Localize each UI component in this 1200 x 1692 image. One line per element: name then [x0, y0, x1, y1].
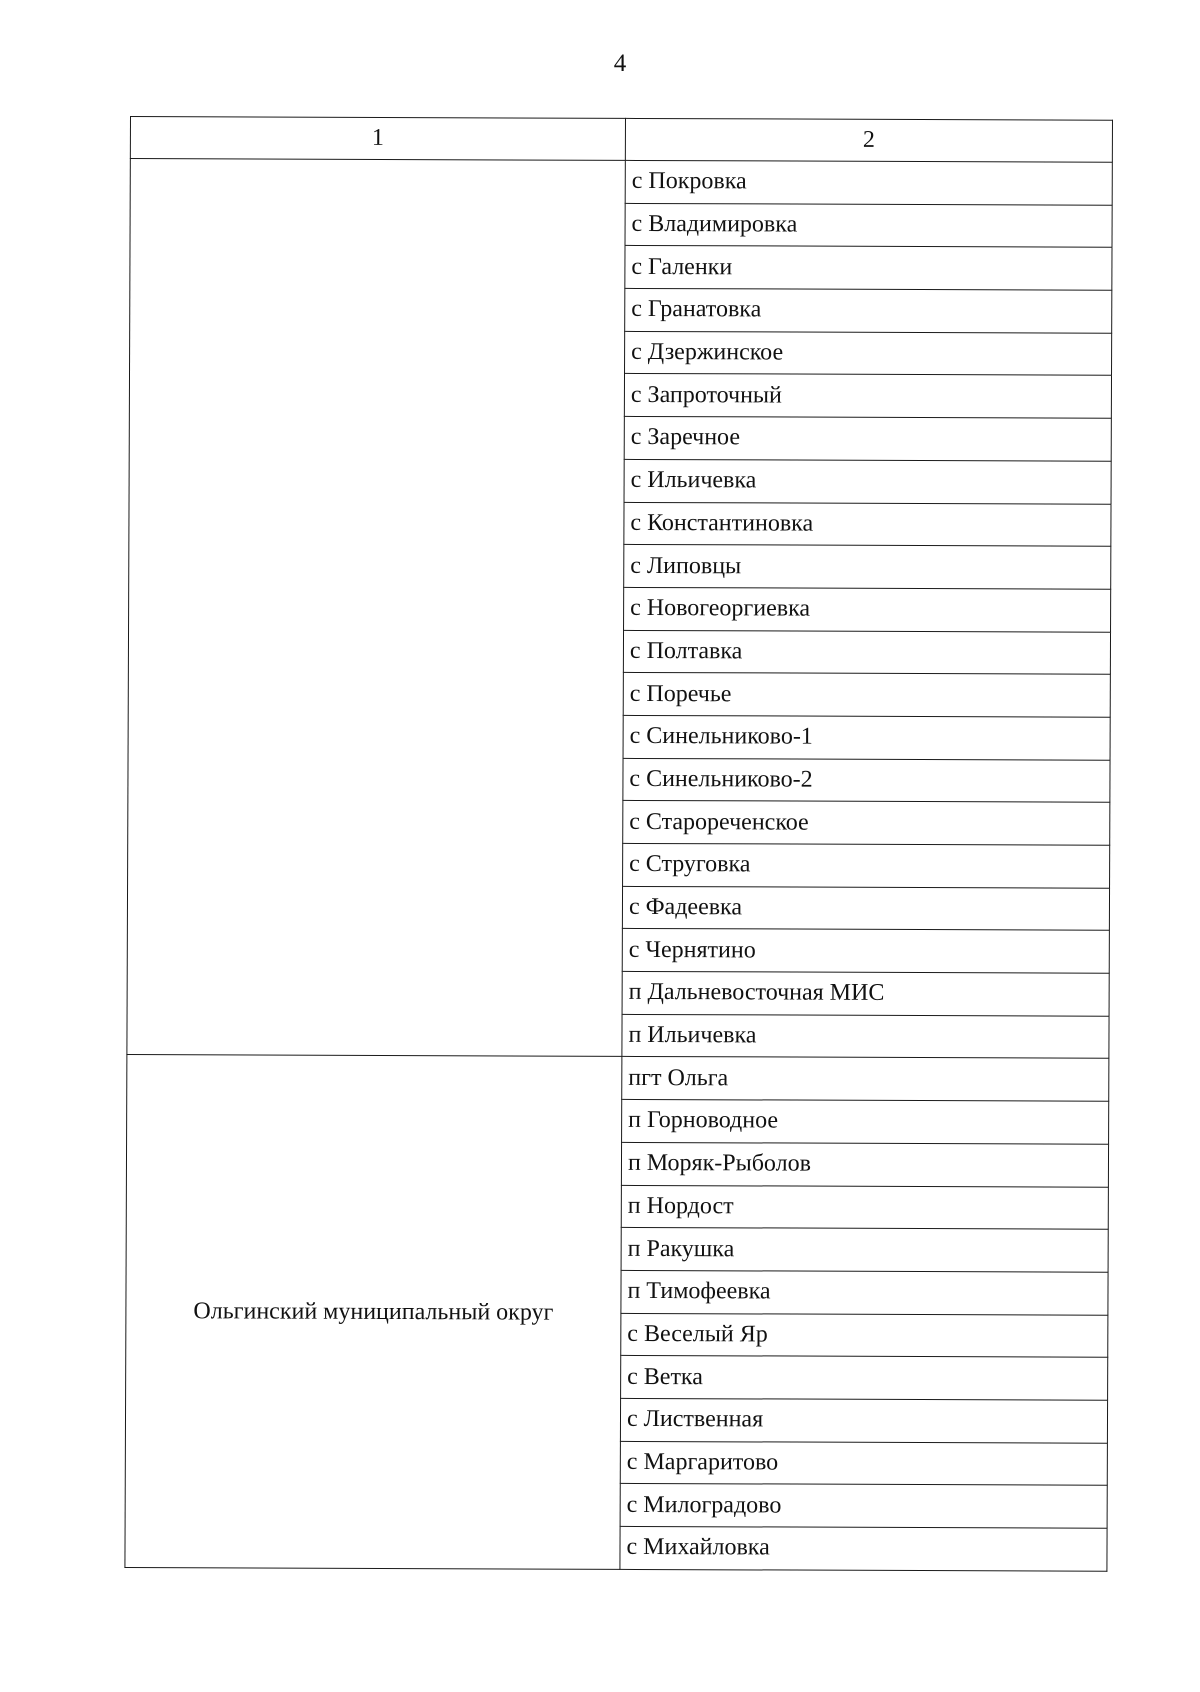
settlement-cell: с Ильичевка: [624, 459, 1111, 504]
settlement-cell: с Чернятино: [622, 929, 1109, 974]
settlement-cell: пгт Ольга: [622, 1057, 1109, 1102]
settlement-cell: с Владимировка: [625, 203, 1112, 248]
settlement-cell: п Горноводное: [622, 1100, 1109, 1145]
settlement-cell: с Милоградово: [620, 1484, 1107, 1529]
settlement-cell: п Дальневосточная МИС: [622, 971, 1109, 1016]
settlement-cell: с Полтавка: [623, 630, 1110, 675]
settlement-cell: п Ильичевка: [622, 1014, 1109, 1059]
settlements-table: [124, 116, 1113, 1571]
district-cell: [127, 159, 625, 1057]
settlement-cell: с Дзержинское: [625, 331, 1112, 376]
settlement-cell: п Моряк-Рыболов: [621, 1142, 1108, 1187]
settlement-cell: с Синельниково-2: [623, 758, 1110, 803]
settlement-cell: п Нордост: [621, 1185, 1108, 1230]
settlement-cell: с Михайловка: [620, 1526, 1107, 1571]
settlement-cell: с Гранатовка: [625, 288, 1112, 333]
settlement-cell: с Старореченское: [623, 801, 1110, 846]
column-header-1: 1: [130, 117, 625, 161]
table-row: [127, 1055, 1109, 1101]
settlement-cell: с Запроточный: [624, 374, 1111, 419]
settlement-cell: с Фадеевка: [622, 886, 1109, 931]
settlement-cell: с Константиновка: [624, 502, 1111, 547]
district-cell: Ольгинский муниципальный округ: [125, 1055, 622, 1569]
settlement-cell: с Галенки: [625, 246, 1112, 291]
page-number: 4: [613, 50, 627, 77]
settlement-cell: п Тимофеевка: [621, 1270, 1108, 1315]
table-row: [130, 159, 1112, 205]
settlement-cell: с Поречье: [623, 673, 1110, 718]
settlement-cell: с Новогеоргиевка: [624, 587, 1111, 632]
settlement-cell: с Маргаритово: [620, 1441, 1107, 1486]
settlement-cell: с Покровка: [625, 160, 1112, 205]
settlement-cell: с Ветка: [621, 1356, 1108, 1401]
settlement-cell: с Струговка: [623, 843, 1110, 888]
column-header-2: 2: [625, 118, 1112, 162]
settlement-cell: с Заречное: [624, 417, 1111, 462]
settlement-cell: п Ракушка: [621, 1228, 1108, 1273]
settlement-cell: с Лиственная: [620, 1398, 1107, 1443]
table-body: [125, 159, 1112, 1571]
settlement-cell: с Синельниково-1: [623, 715, 1110, 760]
settlement-cell: с Липовцы: [624, 545, 1111, 590]
settlement-cell: с Веселый Яр: [621, 1313, 1108, 1358]
table-header-row: [130, 117, 1112, 163]
